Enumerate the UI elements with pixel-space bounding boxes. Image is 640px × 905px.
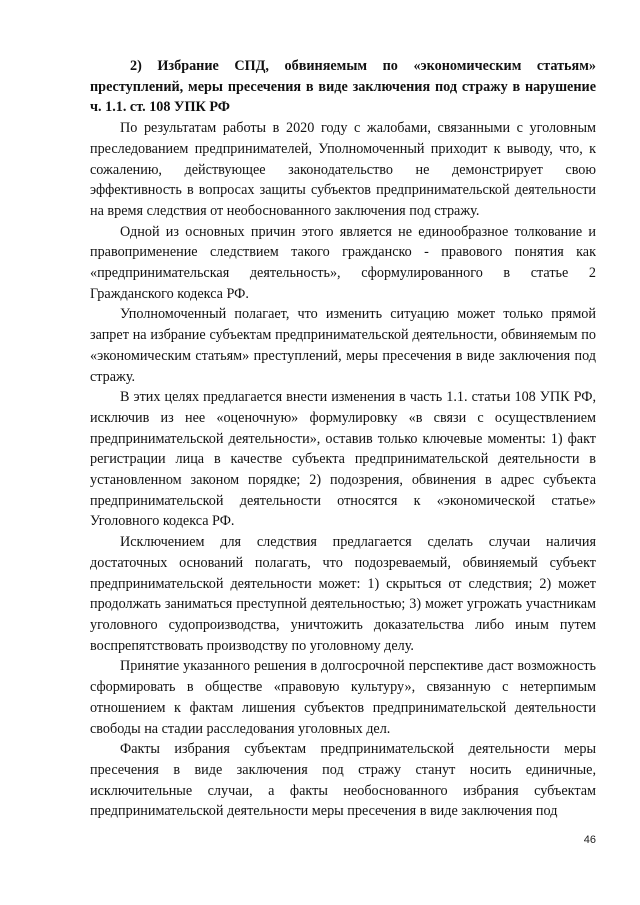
document-page (90, 56, 596, 822)
paragraph-4: В этих целях предлагается внести изменения в часть 1.1. статьи 108 УПК РФ, исключив из нее «оценочную» формулировку «в связи с осуществлением предпринимательской деятельности», оставив только ключевые моменты: 1) факт регистрации лица в качестве субъекта предпринимательской деятельности в установленном законом порядке; 2) подозрения, обвинения в адрес субъекта предпринимательской деятельности относятся к «экономической статье» Уголовного кодекса РФ. (90, 389, 596, 530)
paragraph-5: Исключением для следствия предлагается сделать случаи наличия достаточных оснований полагать, что подозреваемый, обвиняемый субъект предпринимательской деятельности может: 1) скрыться от следствия; 2) может продолжать заниматься преступной деятельностью; 3) может угрожать участникам уголовного судопроизводства, уничтожить доказательства либо иным путем воспрепятствовать производству по уголовному делу. (90, 534, 596, 654)
page-number: 46 (583, 834, 596, 846)
section-heading: 2) Избрание СПД, обвиняемым по «экономическим статьям» преступлений, меры пресечения в виде заключения под стражу в нарушение ч. 1.1. ст. 108 УПК РФ (90, 58, 596, 116)
paragraph-6: Принятие указанного решения в долгосрочной перспективе даст возможность сформировать в обществе «правовую культуру», связанную с нетерпимым отношением к фактам лишения субъектов предпринимательской деятельности свободы на стадии расследования уголовных дел. (90, 658, 596, 737)
paragraph-3: Уполномоченный полагает, что изменить ситуацию может только прямой запрет на избрание субъектам предпринимательской деятельности, обвиняемым по «экономическим статьям» преступлений, меры пресечения в виде заключения под стражу. (90, 306, 596, 385)
paragraph-7: Факты избрания субъектам предпринимательской деятельности меры пресечения в виде заключения под стражу станут носить единичные, исключительные случаи, а факты необоснованного избрания субъектам предпринимательской деятельности меры пресечения в виде заключения под (90, 741, 596, 820)
paragraph-1: По результатам работы в 2020 году с жалобами, связанными с уголовным преследованием предпринимателей, Уполномоченный приходит к выводу, что, к сожалению, действующее законодательство не демонстрирует свою эффективность в вопросах защиты субъектов предпринимательской деятельности на время следствия от необоснованного заключения под стражу. (90, 120, 596, 219)
paragraph-2: Одной из основных причин этого является не единообразное толкование и правоприменение следствием такого гражданско - правового понятия как «предпринимательская деятельность», сформулированного в статье 2 Гражданского кодекса РФ. (90, 223, 596, 302)
